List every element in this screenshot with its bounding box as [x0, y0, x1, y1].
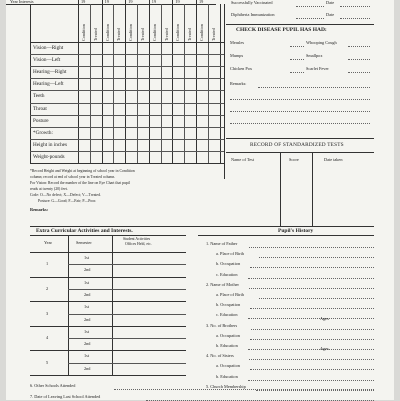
note-line-5: Code: O—No defect; X—Defect; V—Treated. [30, 193, 101, 197]
history-item: b. Occupation [216, 261, 241, 267]
history-item: 5. Church Membership [206, 383, 246, 389]
extra-sem-rule [68, 314, 186, 315]
grid-col-header: Condition [128, 24, 134, 41]
extra-sem-1st: 1st [84, 353, 90, 359]
grid-row-label: Height in inches [33, 141, 67, 148]
extra-top-rule [30, 235, 186, 236]
extra-header-rule [30, 252, 186, 253]
chicken-line [290, 72, 304, 73]
grid-row-rule [30, 103, 224, 104]
extra-sem-1st: 1st [84, 255, 90, 260]
grid-row-rule [30, 139, 224, 140]
grid-col-header: Condition [81, 24, 86, 41]
extra-sem-2nd: 2nd [84, 316, 91, 322]
year-stub: 19 [199, 0, 204, 4]
history-item-line [250, 267, 374, 268]
grid-row-label: Teeth [33, 93, 45, 100]
middle-rule [30, 226, 374, 227]
vaccinated-label: Successfully Vaccinated [231, 0, 273, 5]
disease-remarks-line-1 [258, 87, 370, 88]
tests-col-divider-1 [280, 152, 281, 226]
grid-col-header: Condition [175, 24, 181, 41]
grid-col-header: Condition [104, 24, 110, 41]
history-item-line [250, 339, 374, 340]
extra-col-divider-1 [68, 235, 69, 375]
scarlet-line [348, 72, 370, 73]
other-schools-label: 6. Other Schools Attended [30, 383, 76, 388]
tests-score-col: Score [289, 157, 299, 162]
history-item: a. Place of Birth [216, 251, 244, 257]
history-item: b. Education [216, 373, 238, 379]
history-title: Pupil's History [278, 228, 314, 234]
smallpox-label: Smallpox [306, 53, 323, 58]
chicken-label: Chicken Pox [230, 66, 253, 71]
history-top-rule [198, 235, 374, 236]
whooping-label: Whooping Cough [306, 40, 337, 45]
history-item: b. Occupation [216, 302, 241, 308]
extra-sem-2nd: 2nd [84, 341, 91, 347]
note-line-1: *Record Height and Weight at beginning of school year in Condition [30, 169, 135, 173]
disease-remarks-line-3 [230, 111, 370, 112]
diphtheria-label: Diphtheria Immunization [231, 12, 275, 17]
extra-sem-2nd: 2nd [84, 365, 91, 371]
vaccinated-line [296, 6, 324, 7]
extra-semester-col: Semester [76, 240, 92, 245]
extra-year-rule [30, 375, 186, 376]
grid-row-rule [30, 78, 224, 79]
extra-year-rule [30, 277, 186, 278]
extra-sem-rule [68, 264, 186, 265]
mumps-label: Mumps [230, 53, 244, 58]
grid-col-header: Treated [116, 28, 122, 41]
disease-top-rule [226, 24, 374, 25]
disease-title: CHECK DISEASE PUPIL HAS HAD: [236, 27, 327, 33]
grid-row-rule [30, 127, 224, 128]
extra-year-rule [30, 326, 186, 327]
grid-row-rule [30, 66, 224, 67]
extra-year-number: 4 [46, 335, 49, 341]
extra-sem-1st: 1st [84, 328, 90, 334]
grid-row-label: Weight-pounds [33, 153, 65, 160]
grid-row-label: Vision—Right [33, 45, 64, 51]
grid-row-label: Hearing—Right [33, 69, 67, 76]
history-item: a. Place of Birth [216, 292, 244, 297]
extra-title: Extra Curricular Activities and Interests. [36, 228, 133, 234]
year-stub: 19 [104, 0, 109, 4]
tests-title: RECORD OF STANDARDIZED TESTS [250, 142, 344, 148]
history-item: 2. Name of Mother [206, 281, 239, 287]
history-item: b. Education [216, 343, 238, 348]
extra-sem-2nd: 2nd [84, 267, 91, 273]
extra-col-divider-2 [112, 235, 113, 375]
grid-row-rule [30, 90, 224, 91]
whooping-line [348, 46, 370, 47]
grid-col-header: Treated [163, 28, 169, 41]
measles-line [290, 46, 304, 47]
grid-row-label: *Growth: [33, 129, 53, 136]
scarlet-label: Scarlet Fever [306, 66, 329, 71]
extra-year-number: 5 [46, 359, 49, 365]
extra-activities-col-1: Student Activities [123, 237, 151, 241]
disease-remarks-line-2 [230, 99, 370, 100]
note-line-3: For Vision: Record the number of the line on Eye Chart that pupil [30, 181, 130, 185]
mumps-line [290, 59, 304, 60]
extra-sem-rule [68, 289, 186, 290]
tests-col-divider-2 [312, 152, 313, 226]
sisters-ages-label: Ages [320, 346, 329, 351]
smallpox-line [348, 59, 370, 60]
year-stub: 19 [128, 0, 133, 4]
extra-activities-col-2: Offices Held, etc. [125, 242, 152, 246]
history-item-line [250, 308, 374, 309]
history-item-line [248, 349, 374, 350]
grid-row-rule [30, 54, 224, 55]
history-item-line [251, 329, 374, 330]
history-item-line [248, 318, 374, 319]
extra-year-rule [30, 301, 186, 302]
disease-remarks-label: Remarks: [230, 81, 247, 86]
diphtheria-date-line [340, 18, 370, 19]
extra-year-rule [30, 350, 186, 351]
extra-year-number: 3 [46, 310, 49, 316]
extra-sem-rule [68, 338, 186, 339]
history-item: a. Occupation [216, 332, 240, 338]
extra-year-number: 2 [46, 285, 49, 291]
vaccinated-date-line [340, 6, 370, 7]
history-item-line [259, 257, 374, 258]
history-item: c. Education [216, 312, 238, 318]
history-item: c. Education [216, 271, 238, 277]
leaving-date-label: 7. Date of Leaving Last School Attended [30, 394, 101, 399]
grid-col-header: Treated [140, 28, 145, 41]
tests-name-col: Name of Test [231, 157, 255, 162]
note-line-4: reads at twenty (20) feet. [30, 187, 68, 191]
history-item: 3. No. of Brothers [206, 322, 238, 328]
history-item-line [248, 278, 374, 279]
year-interests-label: Year Interests [10, 0, 34, 4]
grid-col-header: Treated [92, 28, 98, 41]
vaccinated-date-label: Date [326, 0, 335, 5]
grid-col-header: Condition [151, 24, 157, 41]
grid-row-label: Hearing—Left [33, 81, 64, 88]
history-item-line [248, 380, 374, 381]
history-item: 1. Name of Father [206, 241, 238, 246]
disease-remarks-line-4 [230, 123, 370, 124]
extra-year-number: 1 [46, 261, 49, 267]
grid-bottom-rule [30, 163, 224, 164]
tests-date-col: Date taken [324, 157, 343, 162]
extra-sem-1st: 1st [84, 279, 90, 285]
grid-col-header: Treated [210, 28, 216, 41]
grid-row-rule [30, 151, 224, 152]
history-item-line [249, 359, 374, 360]
history-item-line [249, 288, 374, 289]
diphtheria-date-label: Date [326, 12, 335, 17]
year-stub: 19 [175, 0, 180, 4]
grid-right-border [224, 4, 225, 179]
grid-row-label: Vision—Left [33, 57, 61, 64]
grid-remarks-label: Remarks: [30, 207, 49, 212]
grid-header-rule [30, 42, 224, 43]
history-item-line [250, 369, 374, 370]
history-item: 4. No. of Sisters [206, 353, 234, 359]
grid-row-label: Posture [33, 117, 49, 124]
history-item-line [249, 247, 374, 248]
extra-sem-2nd: 2nd [84, 291, 91, 297]
history-item-line [259, 298, 374, 299]
notes-block [30, 168, 135, 204]
grid-col-header: Condition [199, 24, 204, 41]
grid-col-header: Treated [187, 28, 193, 41]
tests-header-rule [226, 152, 374, 153]
grid-row-rule [30, 115, 224, 116]
measles-label: Measles [230, 40, 245, 45]
note-line-2: column; record at end of school year in Treated column. [30, 175, 116, 179]
school-record-form [6, 0, 394, 400]
extra-sem-rule [68, 363, 186, 364]
year-stub: 19 [81, 0, 86, 4]
grid-row-label: Throat [33, 105, 47, 112]
diphtheria-line [296, 18, 324, 19]
tests-top-rule [226, 138, 374, 139]
extra-year-col: Year [44, 240, 52, 245]
history-item: a. Occupation [216, 363, 240, 369]
other-schools-line [114, 389, 374, 390]
year-stub: 19 [151, 0, 157, 4]
brothers-ages-label: Ages [320, 316, 329, 321]
note-line-6: Posture: G—Good; F—Fair; P—Poor. [38, 199, 97, 203]
extra-sem-1st: 1st [84, 304, 90, 310]
